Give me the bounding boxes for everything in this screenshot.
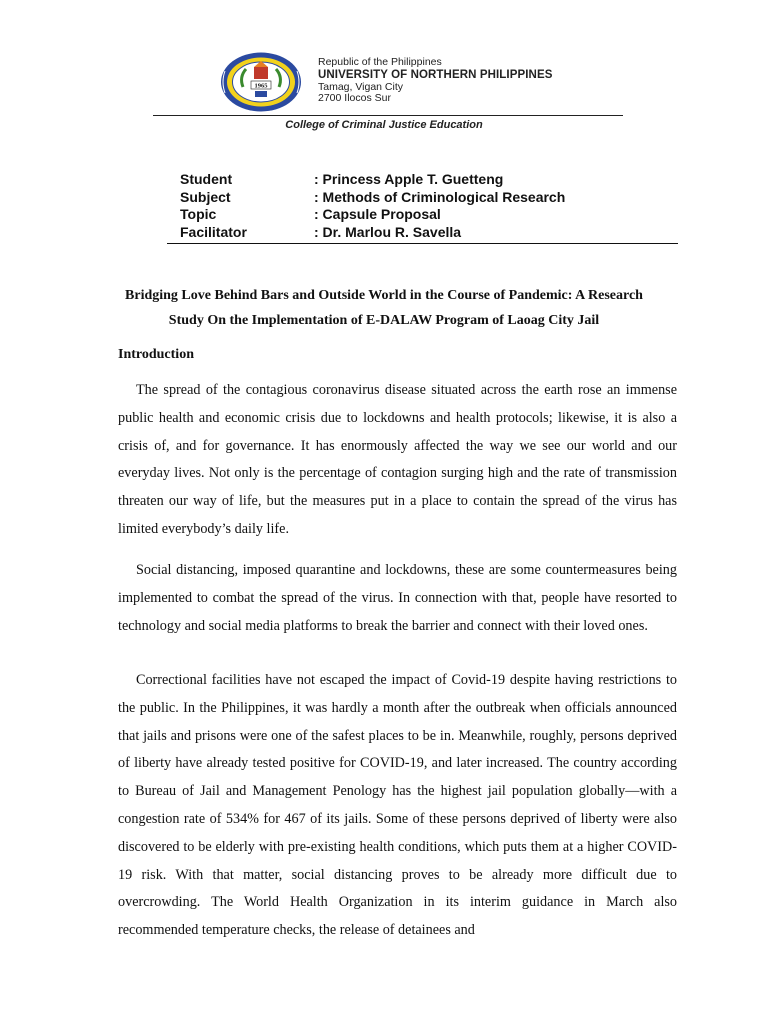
info-value: : Dr. Marlou R. Savella [314,223,462,240]
seal-year: 1965 [254,82,268,90]
body-paragraph: Social distancing, imposed quarantine and lockdowns, these are some countermeasures being implemented to combat the spread of the virus. In connection with that, people have resorted to technology and social media platforms to break the barrier and connect with their loved ones. [118,562,677,634]
university-seal-icon [219,51,303,113]
info-row-topic [180,206,680,224]
title-line-1: Bridging Love Behind Bars and Outside World in the Course of Pandemic: A Research [125,288,643,303]
document-title [96,283,672,333]
info-value: : Princess Apple T. Guetteng [314,171,504,187]
body-paragraph: Correctional facilities have not escaped the impact of Covid-19 despite having restrictions to the public. In the Philippines, it was hardly a month after the outbreak when officials announced that jails and prisons were one of the safest places to be in. Meanwhile, roughly, persons deprived of liberty have already tested positive for COVID-19, and later increased. The country according to Bureau of Jail and Management Penology has the highest jail population globally—with a congestion rate of 534% for 467 of its jails. Some of these persons deprived of liberty were also discovered to be elderly with pre-existing health conditions, which puts them at a higher COVID-19 risk. With that matter, social distancing proves to be already more difficult due to overcrowding. The World Health Organization in its interim guidance in March also recommended temperature checks, the release of detainees and [118,672,677,939]
letterhead-address-1: Tamag, Vigan City [318,80,404,93]
info-label: Topic [180,206,217,223]
info-label: Subject [180,188,231,205]
letterhead-republic: Republic of the Philippines [318,56,442,68]
info-value: : Methods of Criminological Research [314,188,566,205]
info-value: : Capsule Proposal [314,206,441,223]
info-row-subject [180,189,680,207]
section-heading: Introduction [118,347,194,362]
body-paragraph: The spread of the contagious coronavirus disease situated across the earth rose an immense public health and economic crisis due to lockdowns and health protocols; likewise, it is also a crisis of, and for governance. It has enormously affected the way we see our world and our everyday lives. Not only is the percentage of contagion surging high and the rate of transmission threaten our way of life, but the measures put in a place to contain the spread of the virus has limited everybody’s daily life. [118,382,677,537]
letterhead-divider [153,115,623,116]
info-row-facilitator [180,224,680,242]
letterhead-address-2: 2700 Ilocos Sur [318,92,391,105]
info-label: Student [180,171,233,187]
title-line-2: Study On the Implementation of E-DALAW Program of Laoag City Jail [168,313,600,328]
letterhead-university: UNIVERSITY OF NORTHERN PHILIPPINES [318,68,553,81]
info-divider [167,243,678,244]
info-label: Facilitator [180,223,247,240]
info-row-student [180,171,680,189]
college-name: College of Criminal Justice Education [285,119,483,131]
letterhead [318,57,553,105]
student-info [180,171,680,241]
